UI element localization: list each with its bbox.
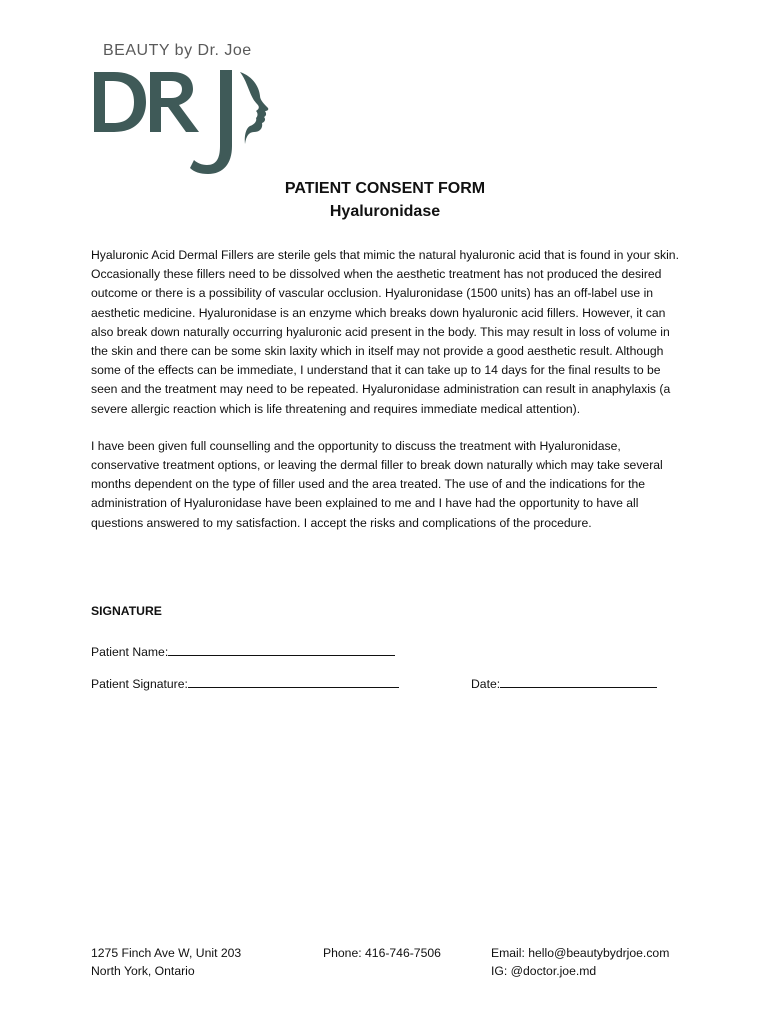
- signature-heading-text: SIGNATURE: [91, 604, 162, 618]
- footer-phone-text: Phone: 416-746-7506: [323, 946, 441, 960]
- date-field[interactable]: [500, 675, 657, 688]
- footer-address: [91, 944, 241, 980]
- consent-paragraph-1: Hyaluronic Acid Dermal Fillers are sterile gels that mimic the natural hyaluronic acid that is found in your skin. Occasionally these fillers need to be dissolved when the aesthetic treatment has not produced the desired outcome or there is a possibility of vascular occlusion. Hyaluronidase (1500 units) has an off-label use in aesthetic medicine. Hyaluronidase is an enzyme which breaks down hyaluronic acid fillers. However, it can also break down naturally occurring hyaluronic acid present in the body. This may result in loss of volume in the skin and there can be some skin laxity which in itself may not provide a good aesthetic result. Although some of the effects can be immediate, I understand that it can take up to 14 days for the final results to be seen and the treatment may need to be repeated. Hyaluronidase administration can result in anaphylaxis (a severe allergic reaction which is life threatening and requires immediate medical attention).: [91, 248, 679, 416]
- patient-name-row: [91, 643, 395, 659]
- form-title-block: [0, 178, 770, 224]
- date-label: Date:: [471, 677, 501, 691]
- form-title: PATIENT CONSENT FORM: [284, 180, 486, 197]
- patient-signature-field[interactable]: [188, 675, 399, 688]
- patient-name-label: Patient Name:: [91, 645, 169, 659]
- consent-body: [91, 246, 681, 551]
- footer-contact: [491, 944, 669, 980]
- footer-phone: [323, 944, 441, 962]
- footer-address-line-1: 1275 Finch Ave W, Unit 203: [91, 946, 242, 960]
- form-subtitle: Hyaluronidase: [329, 203, 441, 220]
- footer-instagram: IG: @doctor.joe.md: [491, 964, 597, 978]
- consent-paragraph-2: I have been given full counselling and the opportunity to discuss the treatment with Hyaluronidase, conservative treatment options, or leaving the dermal filler to break down naturally which may take several months dependent on the type of filler used and the area treated. The use of and the indications for the administration of Hyaluronidase have been explained to me and I have had the opportunity to have all questions answered to my satisfaction. I accept the risks and complications of the procedure.: [91, 438, 663, 530]
- patient-signature-row: [91, 675, 399, 691]
- signature-heading: [91, 604, 162, 618]
- patient-signature-label: Patient Signature:: [91, 677, 188, 691]
- date-row: [471, 675, 657, 691]
- drj-logo: [92, 66, 282, 176]
- footer-address-line-2: North York, Ontario: [91, 964, 195, 978]
- patient-name-field[interactable]: [168, 643, 395, 656]
- footer-email: Email: hello@beautybydrjoe.com: [491, 946, 670, 960]
- brand-tagline: BEAUTY by Dr. Joe: [103, 42, 252, 59]
